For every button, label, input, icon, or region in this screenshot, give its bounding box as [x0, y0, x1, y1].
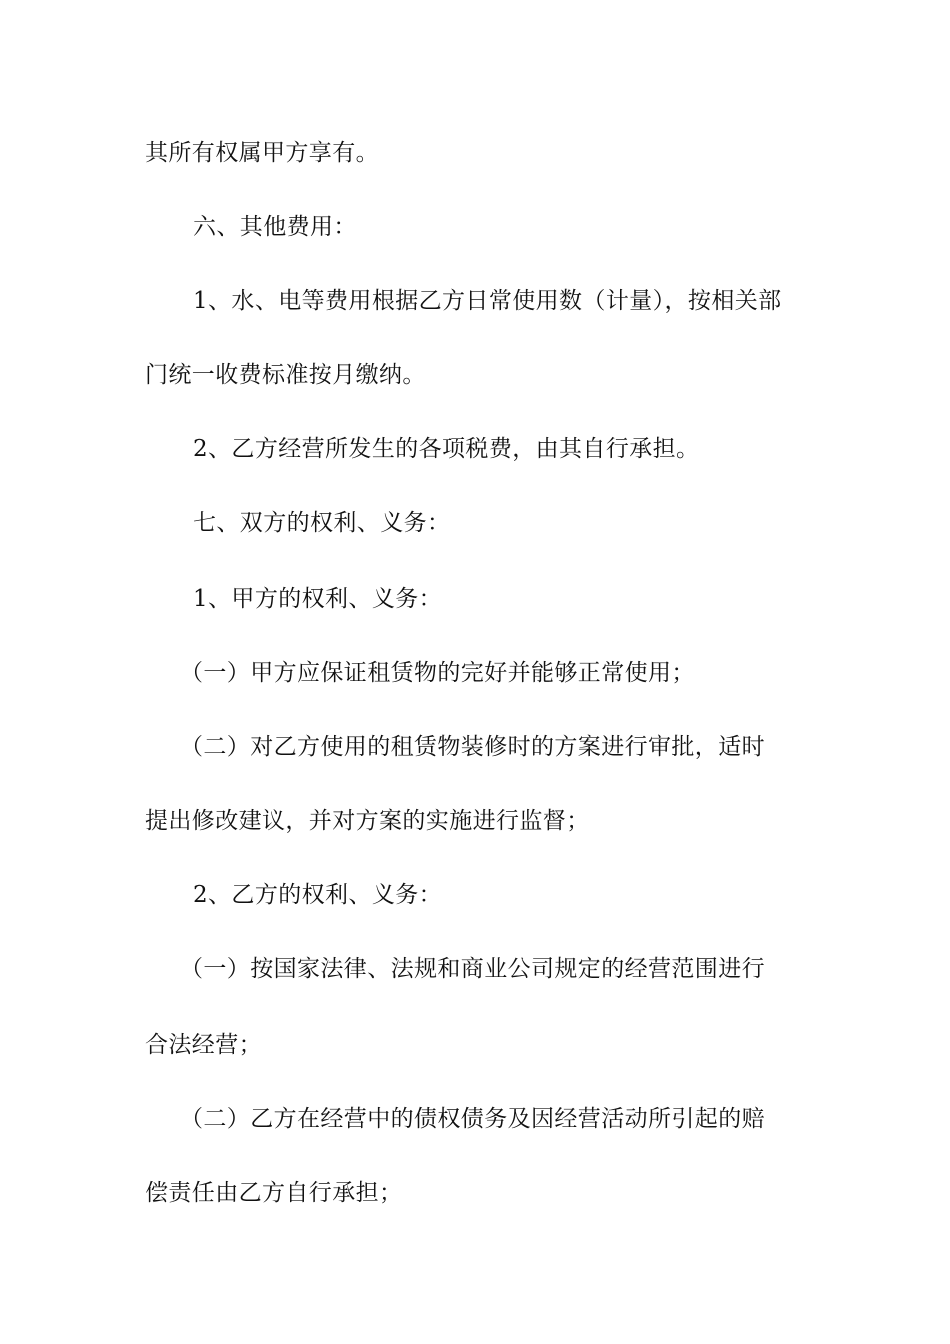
text-line: （一）按国家法律、法规和商业公司规定的经营范围进行 [180, 956, 765, 982]
text-line: （二）乙方在经营中的债权债务及因经营活动所引起的赔 [180, 1106, 765, 1132]
text-line: 提出修改建议，并对方案的实施进行监督； [145, 808, 590, 834]
text-line: 其所有权属甲方享有。 [145, 140, 379, 166]
text-line: 1、水、电等费用根据乙方日常使用数（计量），按相关部 [193, 288, 782, 314]
text-line: 门统一收费标准按月缴纳。 [145, 362, 426, 388]
text-line: （二）对乙方使用的租赁物装修时的方案进行审批，适时 [180, 734, 765, 760]
subsection-heading: 1、甲方的权利、义务： [193, 586, 443, 612]
section-heading: 六、其他费用： [193, 214, 357, 240]
section-heading: 七、双方的权利、义务： [193, 510, 451, 536]
text-line: 合法经营； [145, 1032, 262, 1058]
subsection-heading: 2、乙方的权利、义务： [193, 882, 443, 908]
text-line: （一）甲方应保证租赁物的完好并能够正常使用； [180, 660, 695, 686]
text-line: 2、乙方经营所发生的各项税费，由其自行承担。 [193, 436, 700, 462]
text-line: 偿责任由乙方自行承担； [145, 1180, 403, 1206]
